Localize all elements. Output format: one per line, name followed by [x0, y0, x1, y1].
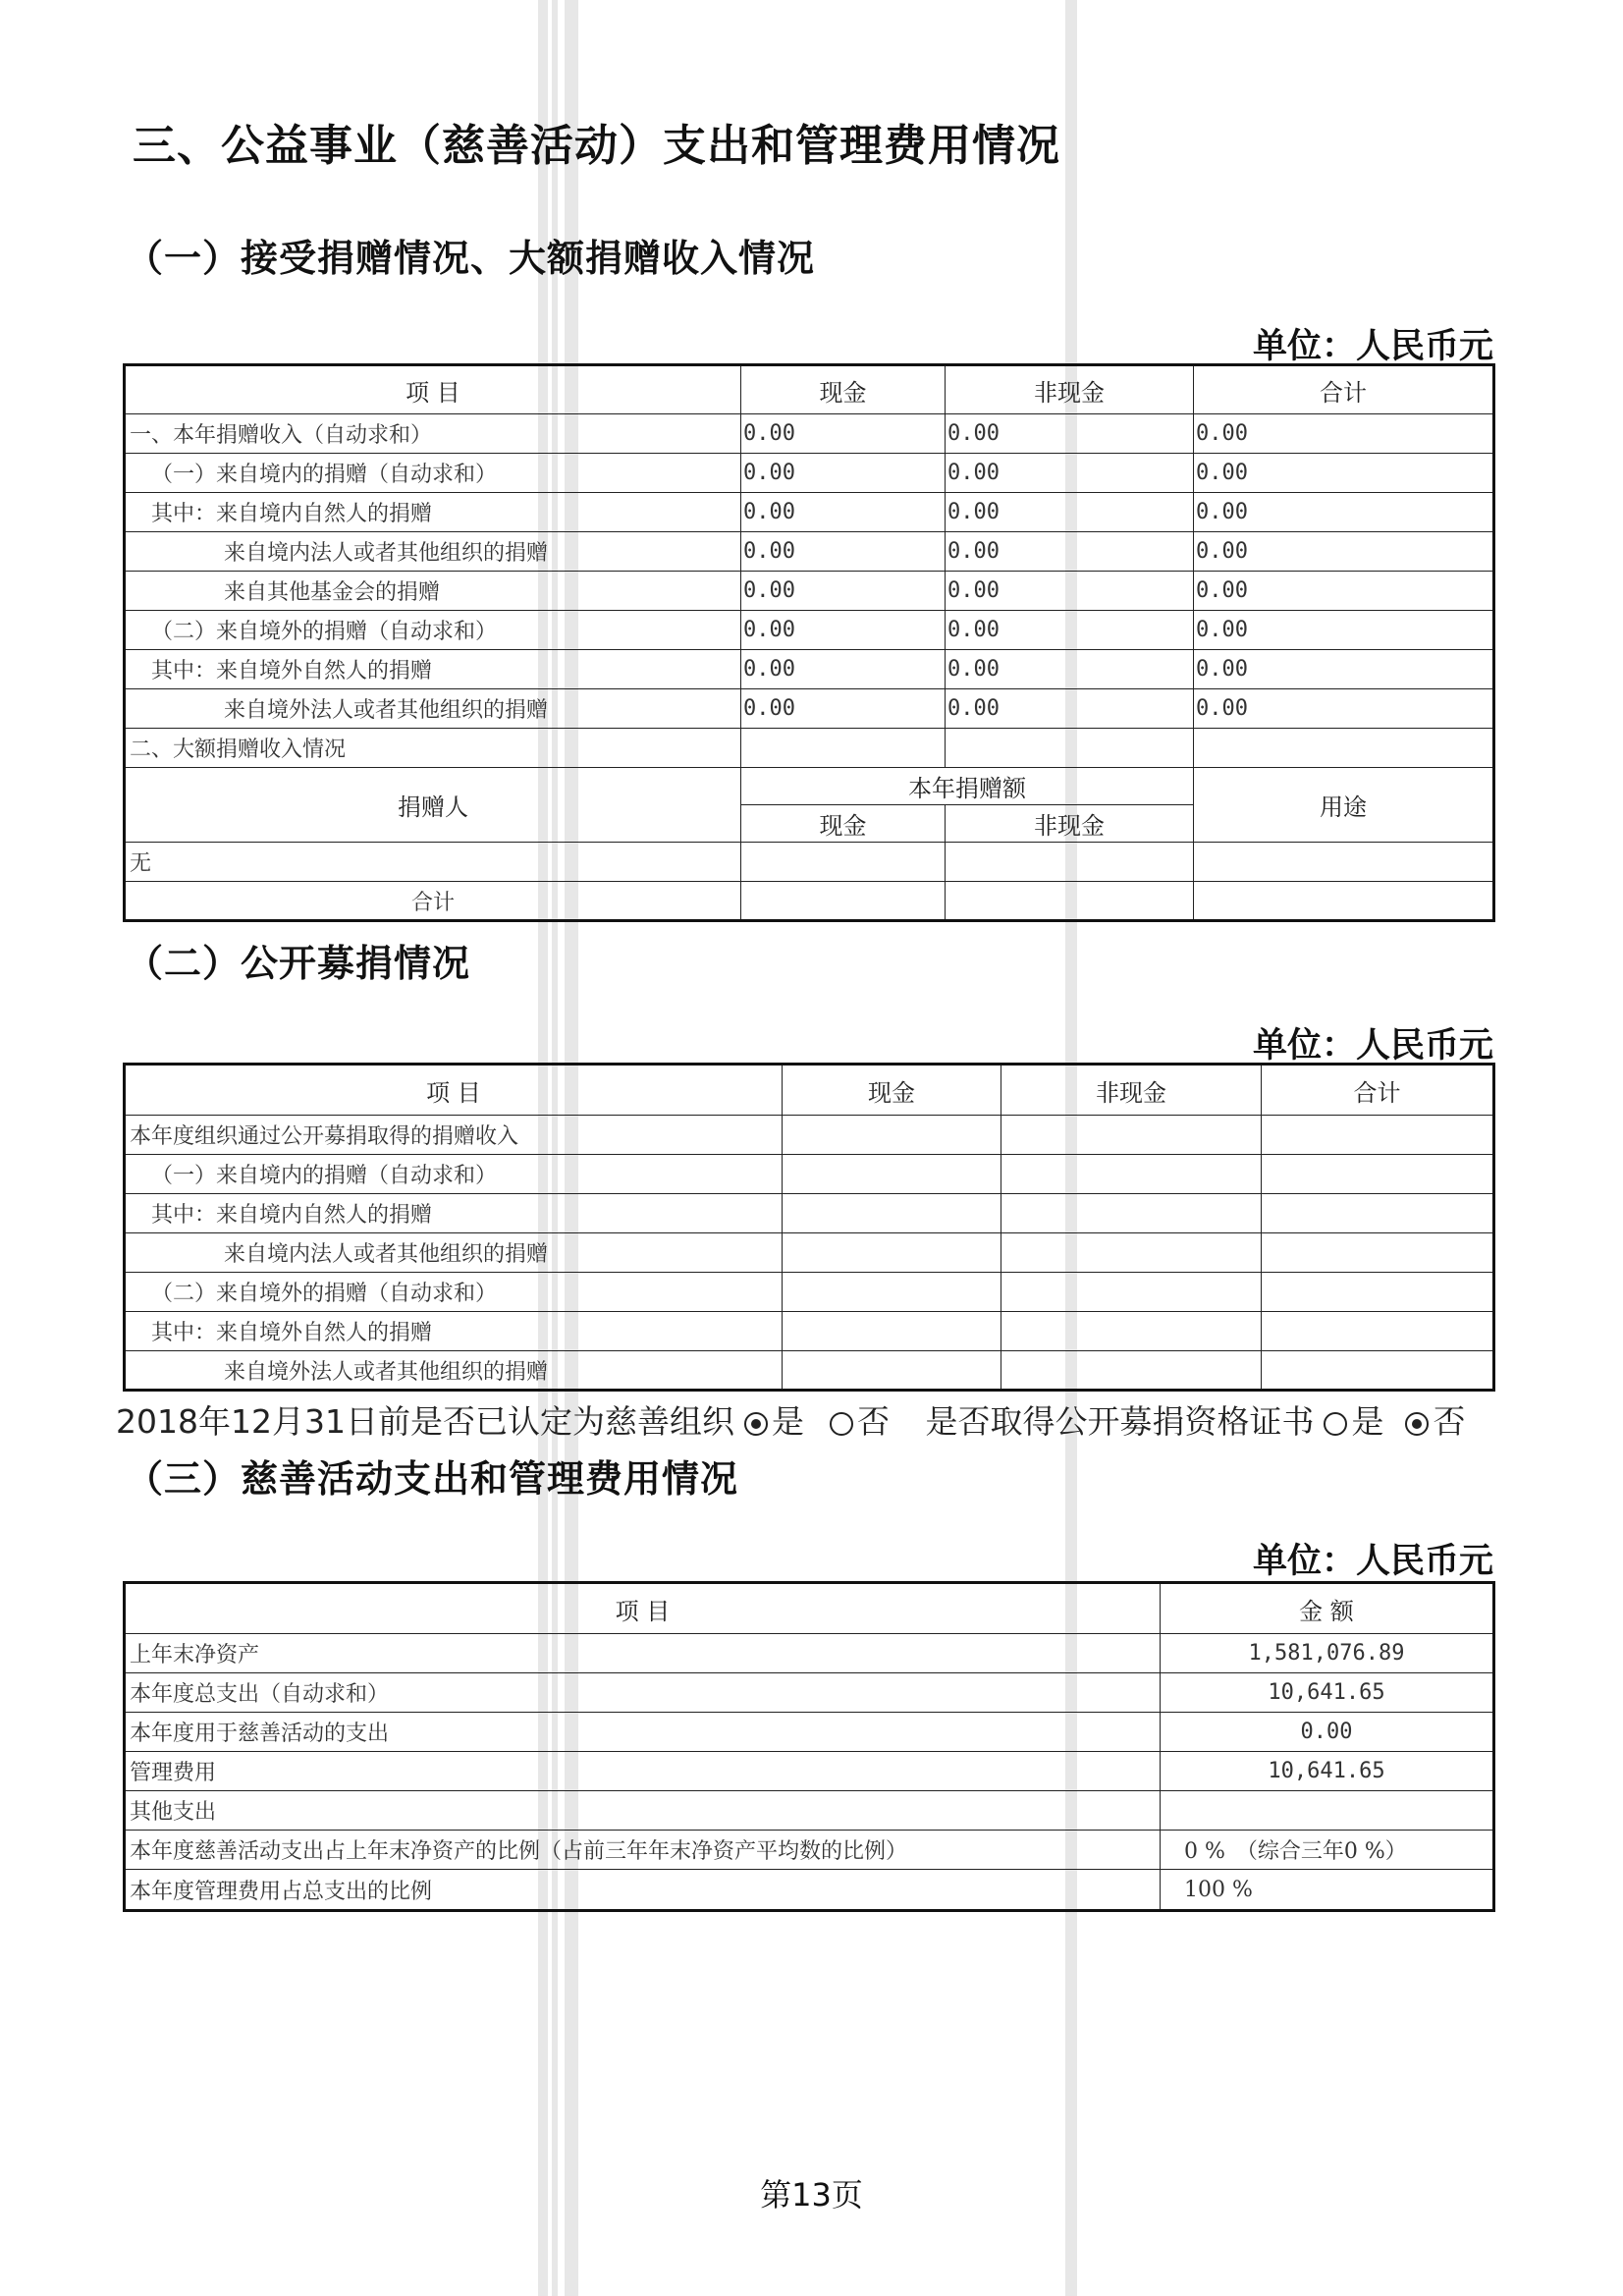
table-row: [125, 1673, 1494, 1713]
cell-noncash: 0.00: [946, 454, 1194, 493]
header-total: 合计: [1194, 365, 1494, 414]
row-label: 来自其他基金会的捐赠: [125, 572, 741, 611]
row-label: （一）来自境内的捐赠（自动求和）: [125, 1155, 783, 1194]
cell-cash: 0.00: [741, 689, 946, 729]
row-label: （二）来自境外的捐赠（自动求和）: [125, 1273, 783, 1312]
table-row: [125, 882, 1494, 921]
cell-amount: 0 % （综合三年0 %）: [1161, 1831, 1494, 1870]
section2-title: （二）公开募捐情况: [126, 942, 471, 985]
cell-amount: 10,641.65: [1161, 1752, 1494, 1791]
public-fundraising-table: [123, 1063, 1495, 1392]
table-row: [125, 843, 1494, 882]
table-row: [125, 414, 1494, 454]
row-label: 其中：来自境外自然人的捐赠: [125, 1312, 783, 1351]
row-label: 其中：来自境内自然人的捐赠: [125, 493, 741, 532]
expense-table: [123, 1581, 1495, 1912]
table-row: [125, 1155, 1494, 1194]
row-label: 其中：来自境外自然人的捐赠: [125, 650, 741, 689]
cell-noncash: 0.00: [946, 689, 1194, 729]
cell-cash: 0.00: [741, 454, 946, 493]
radio-selected-icon[interactable]: [1405, 1412, 1429, 1436]
donor-header: 捐赠人: [125, 768, 741, 843]
cell-cash: 0.00: [741, 532, 946, 572]
cell-total: 0.00: [1194, 611, 1494, 650]
cell-noncash: 0.00: [946, 414, 1194, 454]
cell-amount: 100 %: [1161, 1870, 1494, 1911]
row-label: 其他支出: [125, 1791, 1161, 1831]
q2-no-label: 否: [1433, 1402, 1466, 1441]
cell-noncash: 0.00: [946, 493, 1194, 532]
table-row: [125, 1791, 1494, 1831]
donation-table: [123, 363, 1495, 922]
table-header-row: [125, 365, 1494, 414]
q1-yes-label: 是: [771, 1402, 804, 1441]
row-label: （二）来自境外的捐赠（自动求和）: [125, 611, 741, 650]
cell-amount: 0.00: [1161, 1713, 1494, 1752]
cell-total: 0.00: [1194, 454, 1494, 493]
table-row: [125, 1634, 1494, 1673]
row-label: （一）来自境内的捐赠（自动求和）: [125, 454, 741, 493]
cell-cash: 0.00: [741, 414, 946, 454]
table-header-row: [125, 1583, 1494, 1634]
row-label: 本年度总支出（自动求和）: [125, 1673, 1161, 1713]
cell-cash: 0.00: [741, 650, 946, 689]
q1-no-label: 否: [856, 1402, 890, 1441]
section3-title: （三）慈善活动支出和管理费用情况: [126, 1457, 739, 1501]
cell-noncash: 0.00: [946, 532, 1194, 572]
row-label: 本年度管理费用占总支出的比例: [125, 1870, 1161, 1911]
table-row: [125, 454, 1494, 493]
cell-total: 0.00: [1194, 572, 1494, 611]
table-row: [125, 729, 1494, 768]
table-row: [125, 1870, 1494, 1911]
header-cash: 现金: [783, 1065, 1001, 1116]
row-label: 来自境内法人或者其他组织的捐赠: [125, 1233, 783, 1273]
header-noncash: 非现金: [1001, 1065, 1262, 1116]
row-label: 来自境外法人或者其他组织的捐赠: [125, 689, 741, 729]
charity-status-question: [116, 1396, 1465, 1443]
cell-total: 0.00: [1194, 493, 1494, 532]
total-label: 合计: [125, 882, 741, 921]
cell-total: 0.00: [1194, 689, 1494, 729]
table-row: [125, 1273, 1494, 1312]
table-row: [125, 768, 1494, 805]
table-row: [125, 650, 1494, 689]
table-row: [125, 1831, 1494, 1870]
cell-total: 0.00: [1194, 650, 1494, 689]
cash-header: 现金: [741, 805, 946, 843]
page-heading: 三、公益事业（慈善活动）支出和管理费用情况: [133, 121, 1060, 171]
cell-total: 0.00: [1194, 532, 1494, 572]
table-row: [125, 1194, 1494, 1233]
table-row: [125, 689, 1494, 729]
header-amount: 金 额: [1161, 1583, 1494, 1634]
header-cash: 现金: [741, 365, 946, 414]
large-donation-title: 二、大额捐赠收入情况: [125, 729, 741, 768]
table-row: [125, 1351, 1494, 1391]
table-row: [125, 1233, 1494, 1273]
cell-noncash: 0.00: [946, 572, 1194, 611]
use-header: 用途: [1194, 768, 1494, 843]
cell-amount: 10,641.65: [1161, 1673, 1494, 1713]
radio-empty-icon[interactable]: [830, 1412, 853, 1436]
section1-title: （一）接受捐赠情况、大额捐赠收入情况: [126, 237, 816, 280]
cell-noncash: 0.00: [946, 611, 1194, 650]
donor-value: 无: [125, 843, 741, 882]
section3-unit: 单位：人民币元: [1252, 1542, 1493, 1581]
row-label: 本年度慈善活动支出占上年末净资产的比例（占前三年年末净资产平均数的比例）: [125, 1831, 1161, 1870]
cell-noncash: 0.00: [946, 650, 1194, 689]
header-item: 项 目: [125, 365, 741, 414]
section2-unit: 单位：人民币元: [1252, 1026, 1493, 1066]
table-row: [125, 1116, 1494, 1155]
header-total: 合计: [1262, 1065, 1494, 1116]
row-label: 管理费用: [125, 1752, 1161, 1791]
table-row: [125, 532, 1494, 572]
question-2: 是否取得公开募捐资格证书: [925, 1402, 1315, 1441]
row-label: 上年末净资产: [125, 1634, 1161, 1673]
row-label: 来自境内法人或者其他组织的捐赠: [125, 532, 741, 572]
radio-selected-icon[interactable]: [744, 1412, 768, 1436]
cell-cash: 0.00: [741, 611, 946, 650]
table-row: [125, 611, 1494, 650]
cell-cash: 0.00: [741, 572, 946, 611]
table-header-row: [125, 1065, 1494, 1116]
section1-unit: 单位：人民币元: [1252, 327, 1493, 366]
table-row: [125, 572, 1494, 611]
row-label: 其中：来自境内自然人的捐赠: [125, 1194, 783, 1233]
table-row: [125, 1713, 1494, 1752]
cell-amount: 1,581,076.89: [1161, 1634, 1494, 1673]
header-item: 项 目: [125, 1583, 1161, 1634]
q2-yes-label: 是: [1351, 1402, 1384, 1441]
radio-empty-icon[interactable]: [1324, 1412, 1347, 1436]
table-row: [125, 493, 1494, 532]
cell-total: 0.00: [1194, 414, 1494, 454]
year-amount-header: 本年捐赠额: [741, 768, 1194, 805]
cell-amount: [1161, 1791, 1494, 1831]
header-item: 项 目: [125, 1065, 783, 1116]
cell-cash: 0.00: [741, 493, 946, 532]
question-1: 2018年12月31日前是否已认定为慈善组织: [116, 1402, 734, 1441]
noncash-header: 非现金: [946, 805, 1194, 843]
row-label: 来自境外法人或者其他组织的捐赠: [125, 1351, 783, 1391]
page-number: 第13页: [760, 2176, 863, 2214]
header-noncash: 非现金: [946, 365, 1194, 414]
row-label: 本年度用于慈善活动的支出: [125, 1713, 1161, 1752]
row-label: 本年度组织通过公开募捐取得的捐赠收入: [125, 1116, 783, 1155]
row-label: 一、本年捐赠收入（自动求和）: [125, 414, 741, 454]
table-row: [125, 1312, 1494, 1351]
table-row: [125, 1752, 1494, 1791]
